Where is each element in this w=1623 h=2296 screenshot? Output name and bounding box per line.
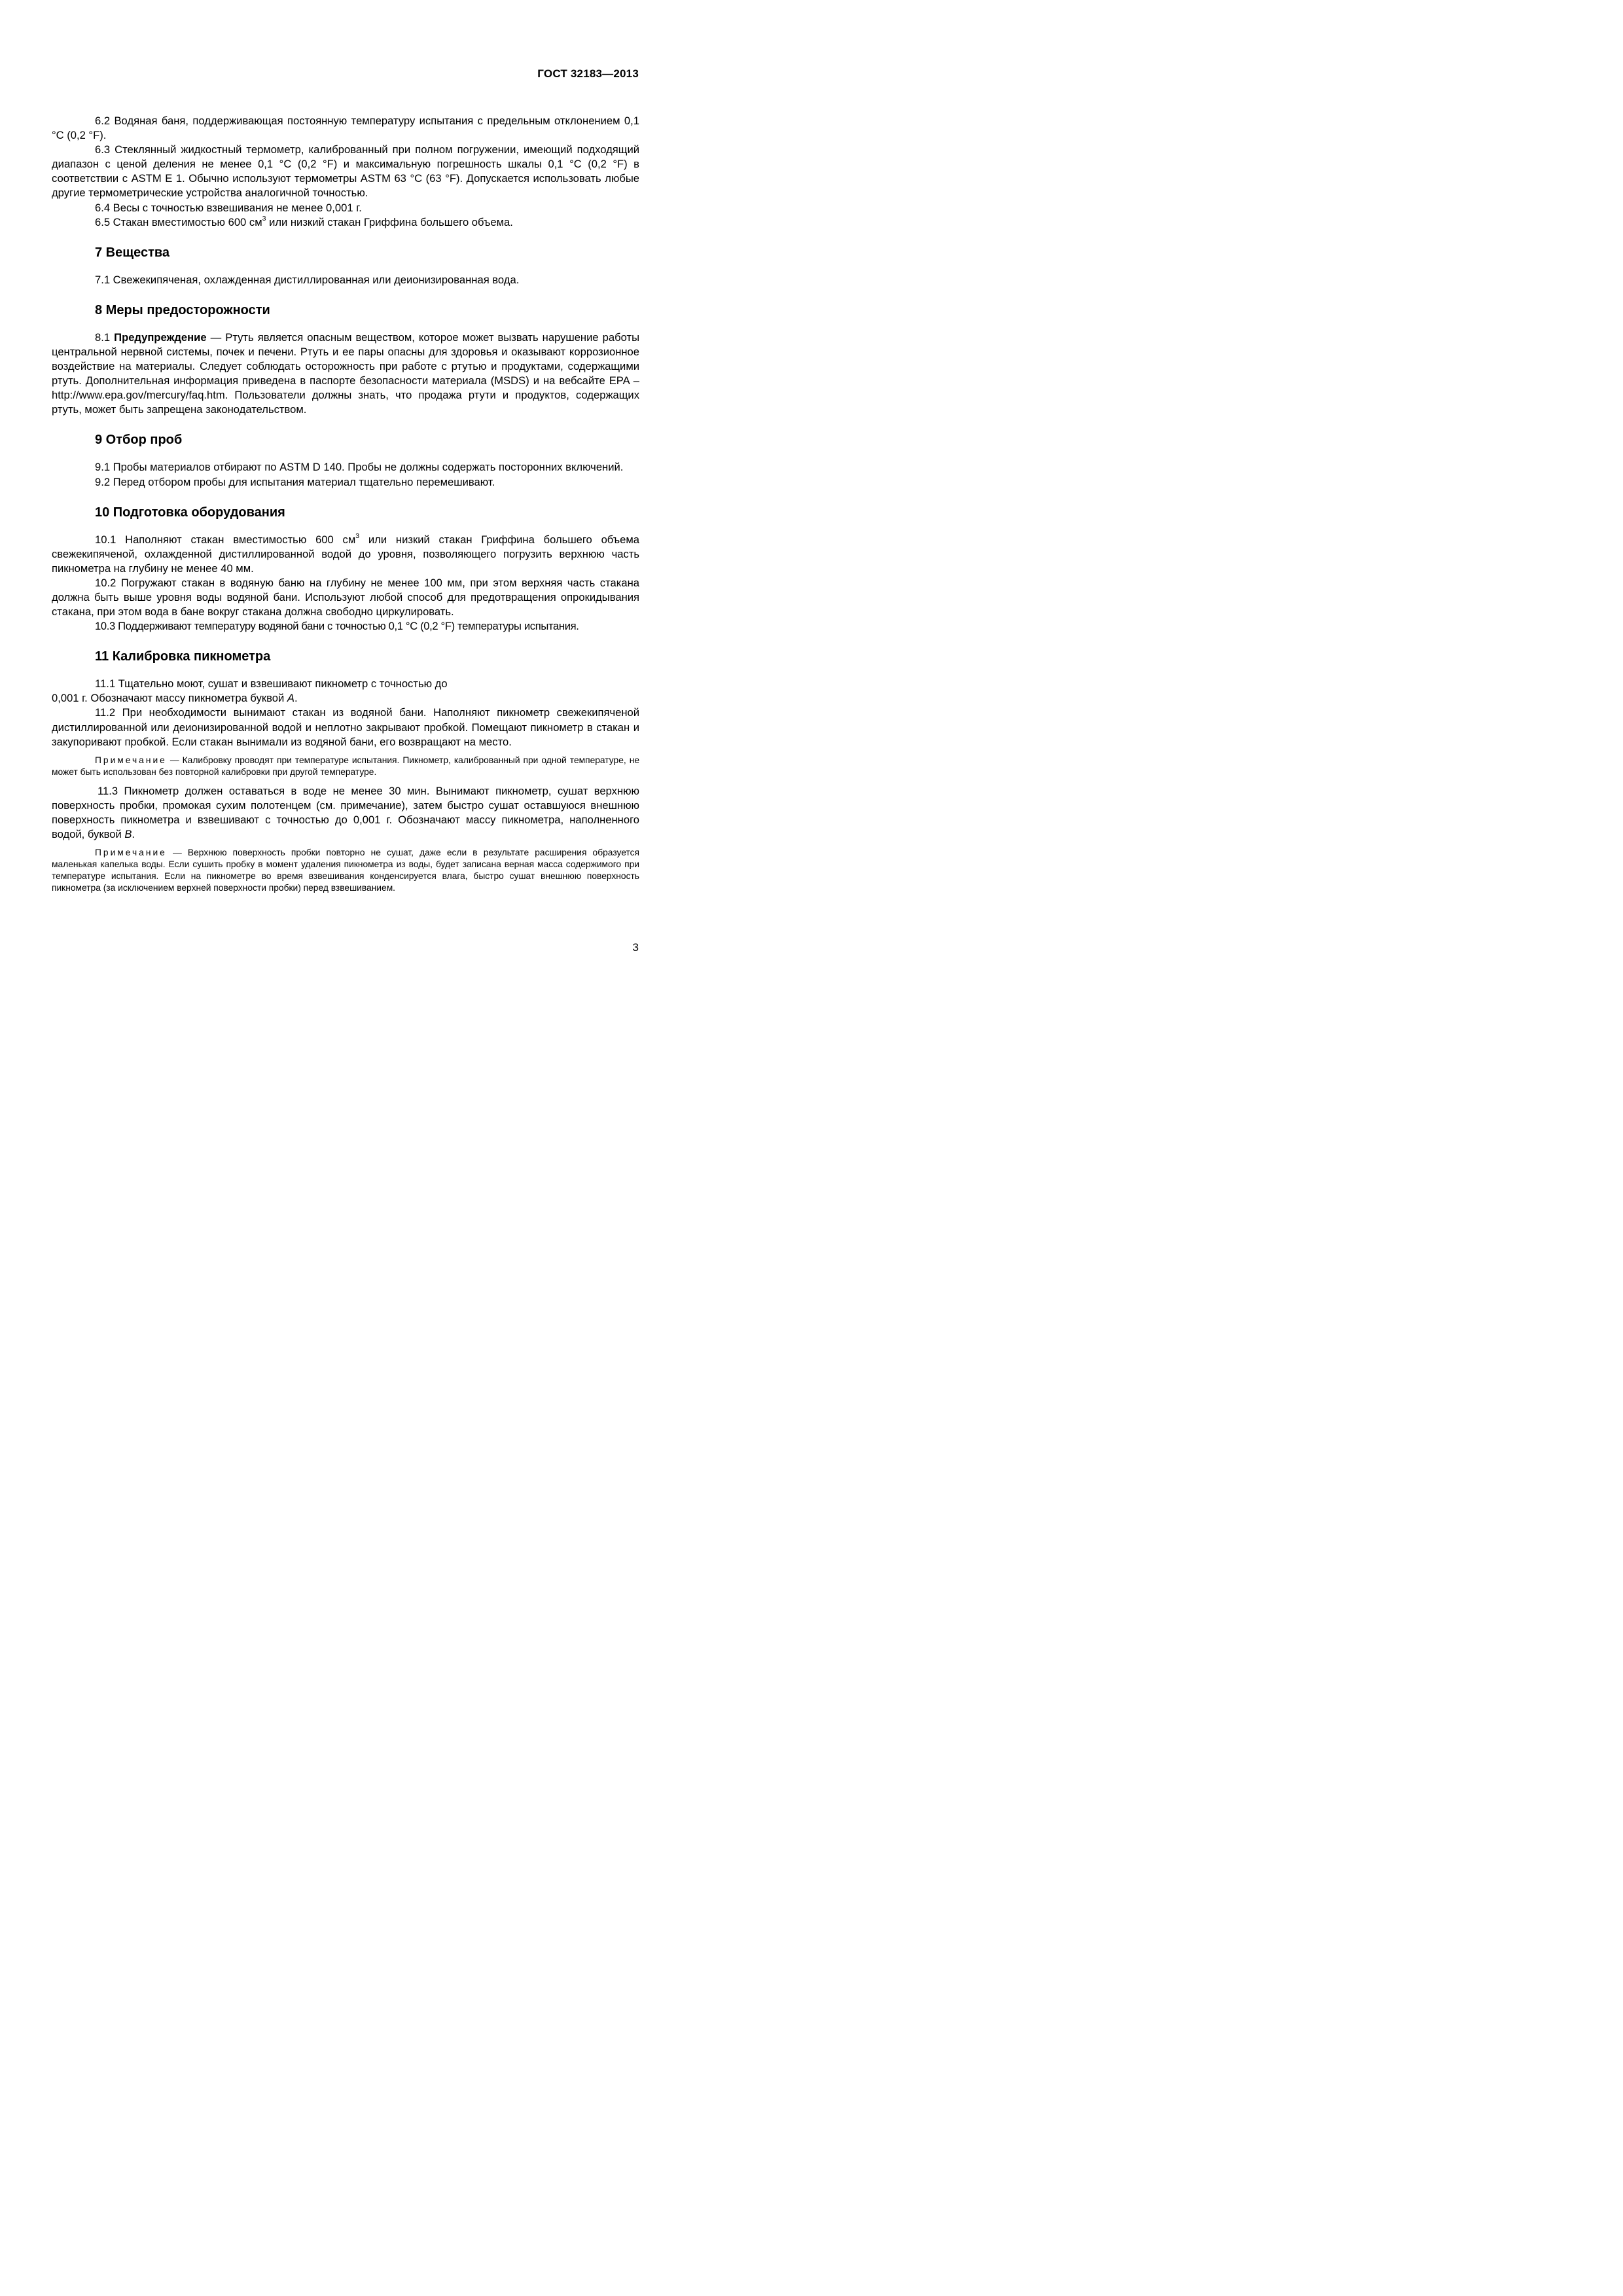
- superscript: 3: [355, 532, 360, 541]
- clause-11-1-line2: [52, 691, 639, 706]
- clause-11-3: [52, 784, 639, 842]
- section-11-heading: 11 Калибровка пикнометра: [95, 649, 271, 664]
- clause-11-2: 11.2 При необходимости вынимают стакан из водяной бани. Наполняют пикнометр свежекипяченой дистиллированной или деионизированной водой и неплотно закрывают пробкой. Помещают пикнометр в стакан и закупоривают пробкой. Если стакан вынимали из водяной бани, его возвращают на место.: [52, 706, 639, 748]
- clause-8-1-text: — Ртуть является опасным веществом, которое может вызвать нарушение работы центральной нервной системы, почек и печени. Ртуть и ее пары опасны для здоровья и оказывают коррозионное воздействие на материалы. Следует соблюдать осторожность при работе с ртутью и продуктами, содержащими ртуть. Дополнительная информация приведена в паспорте безопасности материала (MSDS) и на вебсайте EPA – http://www.epa.gov/mercury/faq.htm. Пользователи должны знать, что продажа ртути и продуктов, содержащих ртуть, может быть запрещена законодательством.: [52, 331, 639, 416]
- clause-11-3-end: .: [132, 828, 135, 840]
- warning-label: Предупреждение: [114, 331, 207, 344]
- superscript: 3: [262, 215, 266, 223]
- section-7-heading: 7 Вещества: [95, 245, 170, 260]
- document-page: [0, 0, 721, 1020]
- clause-6-5-text: 6.5 Стакан вместимостью 600 см: [95, 215, 262, 228]
- note-label: Примечание: [95, 848, 167, 858]
- note-2: [52, 847, 639, 894]
- clause-6-4: 6.4 Весы с точностью взвешивания не менее 0,001 г.: [95, 201, 362, 214]
- section-8-heading: 8 Меры предосторожности: [95, 302, 270, 317]
- clause-10-3: 10.3 Поддерживают температуру водяной бани с точностью 0,1 °С (0,2 °F) температуры испытания.: [95, 620, 579, 633]
- variable-a: А: [287, 692, 294, 705]
- page-body: [52, 114, 639, 900]
- clause-10-1: [52, 533, 639, 576]
- clause-6-5: [52, 215, 639, 230]
- section-10-heading: 10 Подготовка оборудования: [95, 505, 285, 520]
- clause-11-1-text: 0,001 г. Обозначают массу пикнометра буквой: [52, 692, 287, 705]
- clause-10-1-text-end: или низкий стакан Гриффина большего объема свежекипяченой, охлажденной дистиллированной водой до уровня, позволяющего погрузить верхнюю часть пикнометра на глубину не менее 40 мм.: [52, 533, 639, 575]
- note-text: — Калибровку проводят при температуре испытания. Пикнометр, калиброванный при одной температуре, не может быть использован без повторной калибровки при другой температуре.: [52, 755, 639, 777]
- clause-6-3: 6.3 Стеклянный жидкостный термометр, калиброванный при полном погружении, имеющий подходящий диапазон с ценой деления не менее 0,1 °С (0,2 °F) и максимальную погрешность шкалы 0,1 °С (0,2 °F) в соответствии с ASTM E 1. Обычно используют термометры ASTM 63 °С (63 °F). Допускается использовать любые другие термометрические устройства аналогичной точностью.: [52, 143, 639, 200]
- clause-11-3-text: 11.3 Пикнометр должен оставаться в воде не менее 30 мин. Вынимают пикнометр, сушат верхнюю поверхность пробки, промокая сухим полотенцем (см. примечание), затем быстро сушат оставшуюся внешнюю поверхность пикнометра и взвешивают с точностью до 0,001 г. Обозначают массу пикнометра, наполненного водой, буквой: [52, 784, 639, 840]
- clause-10-1-text: 10.1 Наполняют стакан вместимостью 600 см: [95, 533, 356, 546]
- clause-9-1: 9.1 Пробы материалов отбирают по ASTM D 140. Пробы не должны содержать посторонних включений.: [95, 461, 624, 474]
- clause-8-1: [52, 331, 639, 418]
- clause-6-5-text-end: или низкий стакан Гриффина большего объема.: [266, 215, 513, 228]
- clause-8-1-number: 8.1: [95, 331, 115, 344]
- clause-10-2: 10.2 Погружают стакан в водяную баню на глубину не менее 100 мм, при этом верхняя часть стакана должна быть выше уровня воды водяной бани. Используют любой способ для предотвращения опрокидывания стакана, при этом вода в бане вокруг стакана должна свободно циркулировать.: [52, 576, 639, 619]
- section-9-heading: 9 Отбор проб: [95, 433, 183, 448]
- clause-6-2: 6.2 Водяная баня, поддерживающая постоянную температуру испытания с предельным отклонением 0,1 °С (0,2 °F).: [52, 115, 639, 142]
- clause-11-1-end: .: [294, 692, 298, 705]
- note-1: [52, 755, 639, 778]
- clause-7-1: 7.1 Свежекипяченая, охлажденная дистиллированная или деионизированная вода.: [95, 273, 520, 286]
- variable-b: В: [124, 828, 132, 840]
- clause-11-1-line1: 11.1 Тщательно моют, сушат и взвешивают пикнометр с точностью до: [95, 677, 448, 691]
- note-label: Примечание: [95, 755, 167, 765]
- note-text: — Верхнюю поверхность пробки повторно не сушат, даже если в результате расширения образуется маленькая капелька воды. Если сушить пробку в момент удаления пикнометра из воды, будет записана верная масса содержимого при температуре испытания. Если на пикнометре во время взвешивания конденсируется влага, быстро сушат внешнюю поверхность пикнометра (за исключением верхней поверхности пробки) перед взвешиванием.: [52, 848, 639, 893]
- standard-header: ГОСТ 32183—2013: [537, 67, 639, 80]
- page-number: 3: [632, 941, 639, 954]
- clause-9-2: 9.2 Перед отбором пробы для испытания материал тщательно перемешивают.: [95, 475, 495, 488]
